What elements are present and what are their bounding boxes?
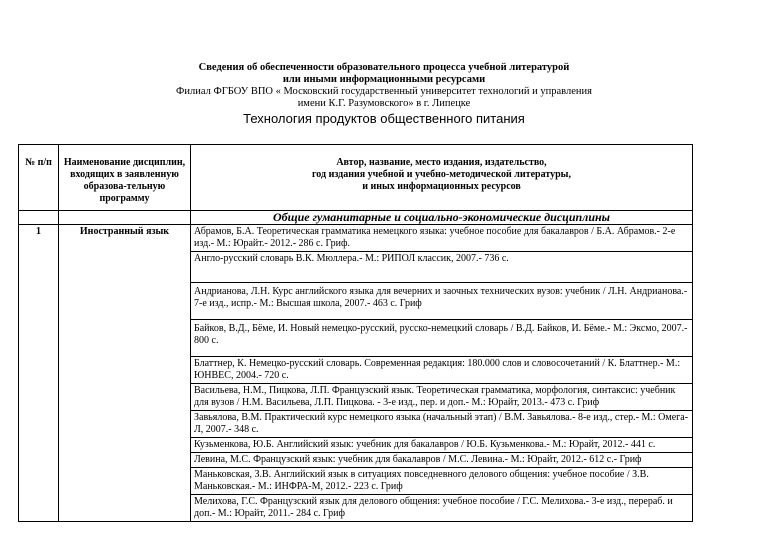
book-entry: Андрианова, Л.Н. Курс английского языка для вечерних и заочных технических вузов: учебник / Л.Н. Андрианова.- 7-е изд., испр.- М.: Высшая школа, 2007.- 463 с. Гриф	[191, 283, 693, 320]
header-program-name: Технология продуктов общественного питания	[243, 111, 525, 126]
header-institution-line-2: имени К.Г. Разумовского» в г. Липецке	[297, 98, 471, 109]
book-entry: Байков, В.Д., Бёме, И. Новый немецко-русский, русско-немецкий словарь / В.Д. Байков, И. Бёме.- М.: Эксмо, 2007.- 800 с.	[191, 320, 693, 357]
column-header-sources-line-3: и иных информационных ресурсов	[362, 181, 521, 192]
column-header-sources-line-1: Автор, название, место издания, издательство,	[336, 157, 547, 168]
book-entry: Англо-русский словарь В.К. Мюллера.- М.: РИПОЛ классик, 2007.- 736 с.	[191, 252, 693, 283]
section-row	[19, 211, 693, 225]
header-title-line-1: Сведения об обеспеченности образовательного процесса учебной литературой	[198, 62, 570, 73]
header-title-line-2: или иными информационными ресурсами	[282, 74, 486, 85]
book-entry: Блаттнер, К. Немецко-русский словарь. Современная редакция: 180.000 слов и словосочетаний / К. Блаттнер.- М.: ЮНВЕС, 2004.- 720 с.	[191, 357, 693, 384]
row-number: 1	[19, 225, 59, 522]
column-header-number: № п/п	[19, 145, 59, 211]
document-header	[0, 62, 768, 127]
column-header-sources-line-2: год издания учебной и учебно-методической литературы,	[312, 169, 571, 180]
book-entry: Абрамов, Б.А. Теоретическая грамматика немецкого языка: учебное пособие для бакалавров / Б.А. Абрамов.- 2-е изд.- М.: Юрайт.- 2012.- 286 с. Гриф.	[191, 225, 693, 252]
column-header-discipline: Наименование дисциплин, входящих в заявленную образова-тельную программу	[59, 145, 191, 211]
section-title: Общие гуманитарные и социально-экономические дисциплины	[191, 211, 693, 225]
row-discipline: Иностранный язык	[59, 225, 191, 522]
column-header-sources	[191, 145, 693, 211]
table-row	[19, 225, 693, 252]
book-entry: Завьялова, В.М. Практический курс немецкого языка (начальный этап) / В.М. Завьялова.- 8-е изд., стер.- М.: Омега-Л, 2007.- 348 с.	[191, 411, 693, 438]
book-entry: Васильева, Н.М., Пицкова, Л.П. Французский язык. Теоретическая грамматика, морфология, синтаксис: учебник для вузов / Н.М. Васильева, Л.П. Пицкова. - 3-е изд., пер. и доп.- М.: Юрайт, 2013.- 473 с. Гриф	[191, 384, 693, 411]
literature-table	[18, 144, 693, 522]
book-entry: Маньковская, З.В. Английский язык в ситуациях повседневного делового общения: учебное пособие / З.В. Маньковская.- М.: ИНФРА-М, 2012.- 223 с. Гриф	[191, 468, 693, 495]
book-entry: Левина, М.С. Французский язык: учебник для бакалавров / М.С. Левина.- М.: Юрайт, 2012.- 612 с.- Гриф	[191, 453, 693, 468]
book-entry: Кузьменкова, Ю.Б. Английский язык: учебник для бакалавров / Ю.Б. Кузьменкова.- М.: Юрайт, 2012.- 441 с.	[191, 438, 693, 453]
table-header-row	[19, 145, 693, 211]
header-institution-line-1: Филиал ФГБОУ ВПО « Московский государственный университет технологий и управления	[176, 86, 592, 97]
book-entry: Мелихова, Г.С. Французский язык для делового общения: учебное пособие / Г.С. Мелихова.- 3-е изд., перераб. и доп.- М.: Юрайт, 2011.- 284 с. Гриф	[191, 495, 693, 522]
